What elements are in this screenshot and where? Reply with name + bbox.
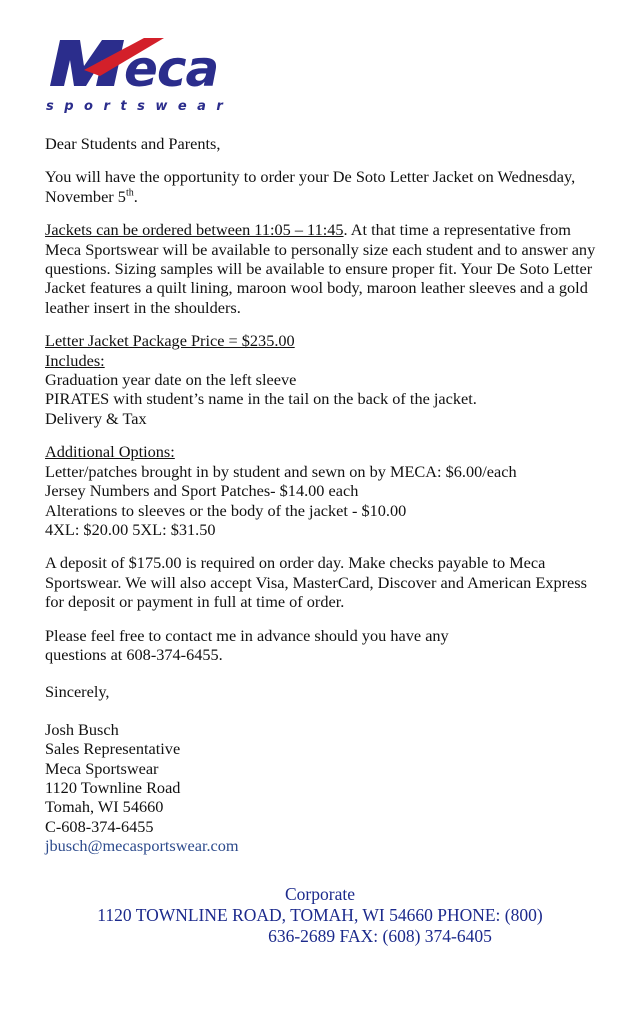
intro-text: You will have the opportunity to order your De Soto Letter Jacket on Wednesday, November 5	[45, 167, 576, 206]
order-details: . At that time a representative from Meca Sportswear will be available to personally size each student and to answer any questions. Sizing samples will be available to ensure proper fit. Your De Soto Letter Jacket features a quilt lining, maroon wool body, maroon leather sleeves and a gold leather insert in the shoulders.	[45, 220, 596, 317]
option-item: Alterations to sleeves or the body of the jacket - $10.00	[45, 500, 407, 520]
signature-title: Sales Representative	[45, 739, 181, 759]
footer-phone-fax: 636-2689 FAX: (608) 374-6405	[268, 926, 492, 946]
letter-body	[45, 134, 605, 856]
closing: Sincerely,	[45, 682, 110, 702]
includes-heading: Includes:	[45, 350, 105, 370]
option-item: 4XL: $20.00 5XL: $31.50	[45, 519, 216, 539]
options-heading: Additional Options:	[45, 442, 175, 462]
signature-city: Tomah, WI 54660	[45, 797, 164, 817]
intro-paragraph	[45, 167, 605, 206]
signature-phone: C-608-374-6455	[45, 816, 154, 836]
corporate-footer	[60, 884, 580, 947]
contact-line: Please feel free to contact me in advance should you have any	[45, 625, 449, 645]
greeting: Dear Students and Parents,	[45, 134, 221, 153]
option-item: Letter/patches brought in by student and sewn on by MECA: $6.00/each	[45, 461, 517, 481]
footer-heading: Corporate	[285, 884, 355, 904]
order-window: Jackets can be ordered between 11:05 – 11:45	[45, 220, 344, 240]
logo-eca-text: eca	[124, 40, 219, 98]
signature-name: Josh Busch	[45, 719, 119, 739]
deposit-paragraph: A deposit of $175.00 is required on order day. Make checks payable to Meca Sportswear. We will also accept Visa, MasterCard, Discover and American Express for deposit or payment in full at time of order.	[45, 553, 587, 612]
contact-line: questions at 608-374-6455.	[45, 644, 223, 664]
email-link[interactable]: jbusch@mecasportswear.com	[45, 836, 239, 856]
option-item: Jersey Numbers and Sport Patches- $14.00 each	[45, 481, 359, 501]
meca-logo-graphic	[44, 36, 284, 116]
intro-period: .	[133, 186, 138, 206]
intro-superscript: th	[125, 187, 134, 199]
includes-item: Delivery & Tax	[45, 408, 147, 428]
includes-item: Graduation year date on the left sleeve	[45, 370, 297, 390]
signature-street: 1120 Townline Road	[45, 777, 181, 797]
order-paragraph	[45, 220, 605, 317]
package-price: Letter Jacket Package Price = $235.00	[45, 331, 295, 351]
signature-company: Meca Sportswear	[45, 758, 159, 778]
logo-tagline: sportswear	[46, 99, 234, 114]
footer-address: 1120 TOWNLINE ROAD, TOMAH, WI 54660 PHONE: (800)	[97, 905, 543, 925]
meca-logo	[44, 36, 284, 116]
includes-item: PIRATES with student’s name in the tail on the back of the jacket.	[45, 389, 477, 409]
